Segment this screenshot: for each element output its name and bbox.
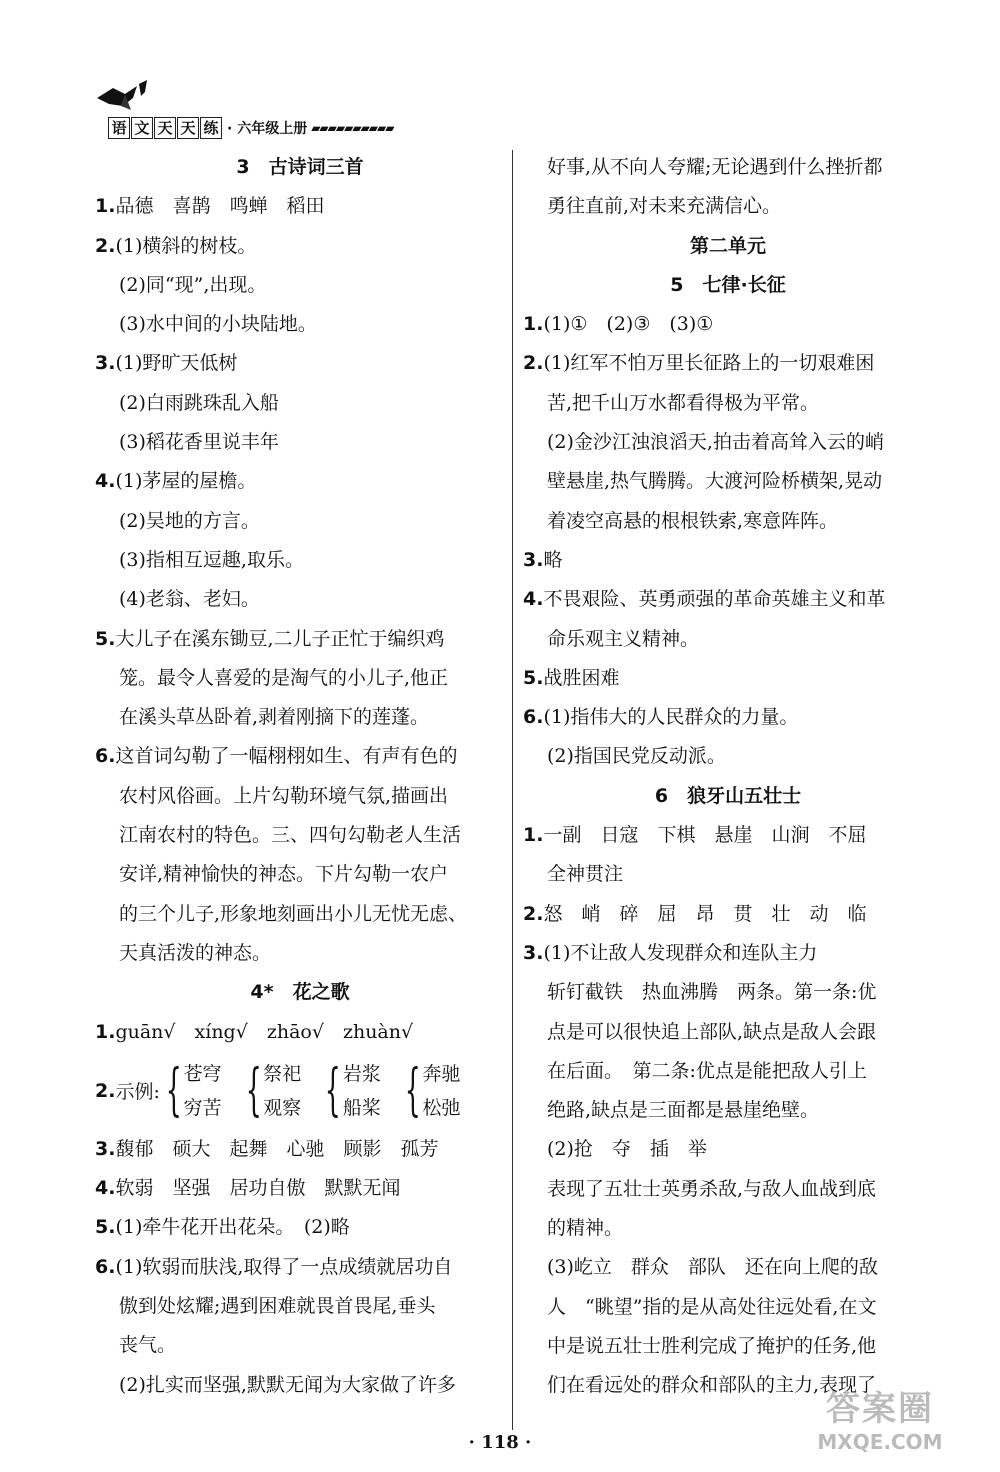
answer-line: (2)金沙江浊浪滔天,拍击着高耸入云的峭: [547, 431, 884, 454]
left-column: [95, 148, 505, 1405]
answer-text: (1)牵牛花开出花朵。 (2)略: [115, 1216, 350, 1239]
answer-item: [523, 344, 933, 383]
answer-line: 表现了五壮士英勇杀敌,与敌人血战到底: [547, 1177, 877, 1200]
answer-line: 中是说五壮士胜利完成了掩护的任务,他: [547, 1334, 877, 1357]
word: 船桨: [342, 1096, 381, 1119]
answer-line: (2)同“现”,出现。: [119, 273, 267, 296]
answer-item: [523, 659, 933, 698]
item-number: 3.: [95, 1137, 116, 1160]
answer-item: [95, 737, 505, 776]
word-pair-group: [403, 1057, 461, 1125]
answer-item: [95, 1208, 505, 1247]
answer-text: (1)茅屋的屋檐。: [115, 470, 257, 493]
brand-char: 文: [131, 117, 153, 139]
word-pair-group: [164, 1057, 222, 1125]
word-pair-group: [323, 1057, 381, 1125]
answer-line: 农村风俗画。上片勾勒环境气氛,描画出: [119, 784, 449, 807]
answer-line: 绝路,缺点是三面都是悬崖绝壁。: [547, 1099, 820, 1122]
item-number: 2.: [523, 352, 544, 375]
answer-line: 们在看远处的群众和部队的主力,表现了: [547, 1374, 877, 1397]
word-pair-group: [244, 1057, 302, 1125]
brace-icon: {: [165, 1057, 182, 1123]
answer-item: [523, 580, 933, 619]
answer-line: 江南农村的特色。三、四句勾勒老人生活: [119, 824, 462, 847]
answer-line: 天真活泼的神态。: [119, 941, 272, 964]
watermark-logo: 答案圈: [826, 1389, 934, 1429]
answer-text: 馥郁 硕大 起舞 心驰 顾影 孤芳: [115, 1137, 439, 1160]
answer-text: (1)横斜的树枝。: [115, 234, 257, 257]
column-divider: [512, 150, 513, 1430]
answer-item: [95, 344, 505, 383]
bird-logo-icon: [95, 80, 165, 120]
answer-item: [95, 620, 505, 659]
answer-text: 怒 峭 碎 屈 昂 贯 壮 动 临: [543, 902, 867, 925]
header-bar: [108, 117, 394, 139]
answer-item: [95, 1130, 505, 1169]
answer-item: [523, 305, 933, 344]
section-title: 4* 花之歌: [250, 981, 350, 1004]
answer-line: (2)指国民党反动派。: [547, 745, 726, 768]
answer-line: (3)屹立 群众 部队 还在向上爬的敌: [547, 1256, 878, 1279]
answer-line: 安详,精神愉快的神态。下片勾勒一农户: [119, 863, 449, 886]
answer-text: (1)软弱而肤浅,取得了一点成绩就居功自: [115, 1255, 453, 1278]
answer-item: [95, 462, 505, 501]
page-header: [80, 72, 460, 142]
answer-text: 不畏艰险、英勇顽强的革命英雄主义和革: [543, 588, 886, 611]
answer-item: [523, 541, 933, 580]
answer-text: (1)红军不怕万里长征路上的一切艰难困: [543, 352, 875, 375]
word: 穷苦: [183, 1096, 222, 1119]
answer-line: 在溪头草丛卧着,剥着刚摘下的莲蓬。: [119, 706, 430, 729]
answer-text: guān√ xíng√ zhāo√ zhuàn√: [115, 1020, 414, 1043]
word: 松弛: [422, 1096, 461, 1119]
section-title: 5 七律·长征: [670, 273, 786, 296]
answer-line: 好事,从不向人夸耀;无论遇到什么挫折都: [547, 156, 883, 178]
answer-text: 战胜困难: [543, 666, 620, 689]
item-number: 1.: [523, 313, 544, 336]
answer-text: 这首词勾勒了一幅栩栩如生、有声有色的: [115, 745, 458, 768]
answer-line: 在后面。 第二条:优点是能把敌人引上: [547, 1059, 867, 1082]
word: 奔驰: [422, 1062, 461, 1085]
answer-line: 笼。最令人喜爱的是淘气的小儿子,他正: [119, 666, 449, 689]
answer-line: 丧气。: [119, 1334, 177, 1357]
answer-text: (1)① (2)③ (3)①: [543, 313, 714, 336]
item-number: 6.: [95, 745, 116, 768]
answer-line: 着凌空高悬的根根铁索,寒意阵阵。: [547, 509, 839, 532]
page-number: · 118 ·: [468, 1432, 532, 1453]
answer-text: 软弱 坚强 居功自傲 默默无闻: [115, 1177, 401, 1200]
answer-line: (4)老翁、老妇。: [119, 588, 260, 611]
word: 岩浆: [342, 1062, 381, 1085]
brace-icon: {: [245, 1057, 262, 1123]
item-number: 1.: [95, 1020, 116, 1043]
answer-line: (2)扎实而坚强,默默无闻为大家做了许多: [119, 1373, 456, 1396]
item-number: 5.: [95, 1216, 116, 1239]
answer-text: (1)指伟大的人民群众的力量。: [543, 706, 799, 729]
answer-item: [523, 934, 933, 973]
answer-item: [95, 1169, 505, 1208]
answer-item: [523, 816, 933, 855]
item-number: 5.: [95, 627, 116, 650]
answer-line: (2)白雨跳珠乱入船: [119, 391, 279, 414]
watermark-site: MXQE.COM: [817, 1430, 943, 1454]
item-number: 1.: [95, 195, 116, 218]
word: 观察: [263, 1096, 302, 1119]
answer-line: 傲到处炫耀;遇到困难就畏首畏尾,垂头: [119, 1295, 436, 1318]
answer-item: [95, 1248, 505, 1287]
word: 苍穹: [183, 1062, 222, 1085]
section-title: 3 古诗词三首: [236, 156, 364, 178]
answer-text: (1)不让敌人发现群众和连队主力: [543, 941, 818, 964]
item-number: 4.: [95, 1177, 116, 1200]
answer-item: [95, 187, 505, 226]
answer-line: (2)吴地的方言。: [119, 509, 260, 532]
item-number: 2.: [95, 234, 116, 257]
answer-line: (2)抢 夺 插 举: [547, 1138, 707, 1161]
answer-item: [95, 1013, 505, 1052]
header-decoration: ▰▰▰▰▰▰▰▰▰▰: [311, 121, 394, 135]
answer-line: 勇往直前,对未来充满信心。: [547, 195, 782, 218]
example-label: 示例:: [115, 1081, 160, 1104]
item-number: 3.: [95, 352, 116, 375]
section-title: 第二单元: [689, 234, 766, 257]
brand-char: 天: [154, 117, 176, 139]
watermark: [800, 1381, 960, 1454]
answer-item: [523, 698, 933, 737]
section-title: 6 狼牙山五壮士: [654, 784, 802, 807]
answer-line: 人 “眺望”指的是从高处往远处看,在文: [547, 1295, 877, 1318]
answer-line: 斩钉截铁 热血沸腾 两条。第一条:优: [547, 981, 877, 1004]
item-number: 1.: [523, 824, 544, 847]
answer-line: 点是可以很快追上部队,缺点是敌人会跟: [547, 1020, 877, 1043]
brand-char: 天: [177, 117, 199, 139]
item-number: 3.: [523, 941, 544, 964]
item-number: 4.: [95, 470, 116, 493]
answer-text: 品德 喜鹊 鸣蝉 稻田: [115, 195, 325, 218]
answer-item: [95, 227, 505, 266]
answer-line: 壁悬崖,热气腾腾。大渡河险桥横架,晃动: [547, 470, 883, 493]
answer-line: (3)水中间的小块陆地。: [119, 313, 317, 336]
answer-line: 的三个儿子,形象地刻画出小儿无忧无虑、: [119, 902, 468, 925]
answer-text: 一副 日寇 下棋 悬崖 山涧 不屈: [543, 824, 867, 847]
header-grade: · 六年级上册: [227, 121, 308, 137]
item-number: 6.: [95, 1255, 116, 1278]
brace-icon: {: [404, 1057, 421, 1123]
book-series-logo: [108, 117, 223, 139]
right-column: [523, 148, 933, 1406]
answer-item: [523, 895, 933, 934]
word: 祭祀: [263, 1062, 302, 1085]
brand-char: 语: [108, 117, 130, 139]
answer-text: 略: [543, 548, 563, 571]
answer-text: 大儿子在溪东锄豆,二儿子正忙于编织鸡: [115, 627, 445, 650]
answer-text: (1)野旷天低树: [115, 352, 238, 375]
brace-icon: {: [324, 1057, 342, 1123]
item-number: 2.: [95, 1079, 116, 1102]
item-number: 6.: [523, 706, 544, 729]
answer-line: 全神贯注: [547, 863, 624, 886]
answer-line: 命乐观主义精神。: [547, 627, 700, 650]
answer-line: (3)稻花香里说丰年: [119, 431, 279, 454]
answer-line: 苦,把千山万水都看得极为平常。: [547, 391, 820, 414]
item-number: 3.: [523, 548, 544, 571]
item-number: 5.: [523, 666, 544, 689]
item-number: 4.: [523, 588, 544, 611]
item-number: 2.: [523, 902, 544, 925]
answer-item-example: [95, 1052, 505, 1130]
brand-char: 练: [200, 117, 222, 139]
answer-line: (3)指相互逗趣,取乐。: [119, 548, 304, 571]
answer-line: 的精神。: [547, 1217, 624, 1240]
